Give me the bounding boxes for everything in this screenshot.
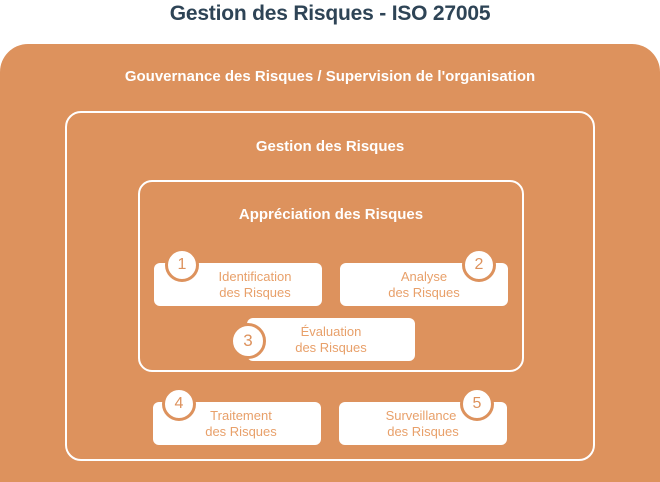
step-analyse-line1: Analyse <box>400 268 448 284</box>
step-5-circle: 5 <box>460 387 494 421</box>
step-evaluation-line2: des Risques <box>295 339 367 355</box>
governance-area <box>0 44 660 482</box>
step-evaluation-line1: Évaluation <box>300 323 362 339</box>
governance-label: Gouvernance des Risques / Supervision de l'organisation <box>124 68 536 85</box>
step-evaluation-card <box>247 318 415 361</box>
appreciation-box <box>138 180 524 372</box>
step-surveillance-line2: des Risques <box>387 423 459 439</box>
step-3-circle: 3 <box>230 323 266 359</box>
step-analyse-line2: des Risques <box>388 284 460 300</box>
step-4-circle: 4 <box>162 387 196 421</box>
step-traitement-line2: des Risques <box>205 423 277 439</box>
gestion-label: Gestion des Risques <box>255 138 405 155</box>
appreciation-label: Appréciation des Risques <box>238 206 424 223</box>
page-title: Gestion des Risques - ISO 27005 <box>169 2 491 25</box>
step-traitement-line1: Traitement <box>210 407 272 423</box>
step-identification-line2: des Risques <box>219 284 291 300</box>
step-1-circle: 1 <box>165 248 199 282</box>
step-2-circle: 2 <box>462 248 496 282</box>
gestion-box <box>65 111 595 461</box>
step-identification-line1: Identification <box>218 268 292 284</box>
step-surveillance-line1: Surveillance <box>385 407 457 423</box>
